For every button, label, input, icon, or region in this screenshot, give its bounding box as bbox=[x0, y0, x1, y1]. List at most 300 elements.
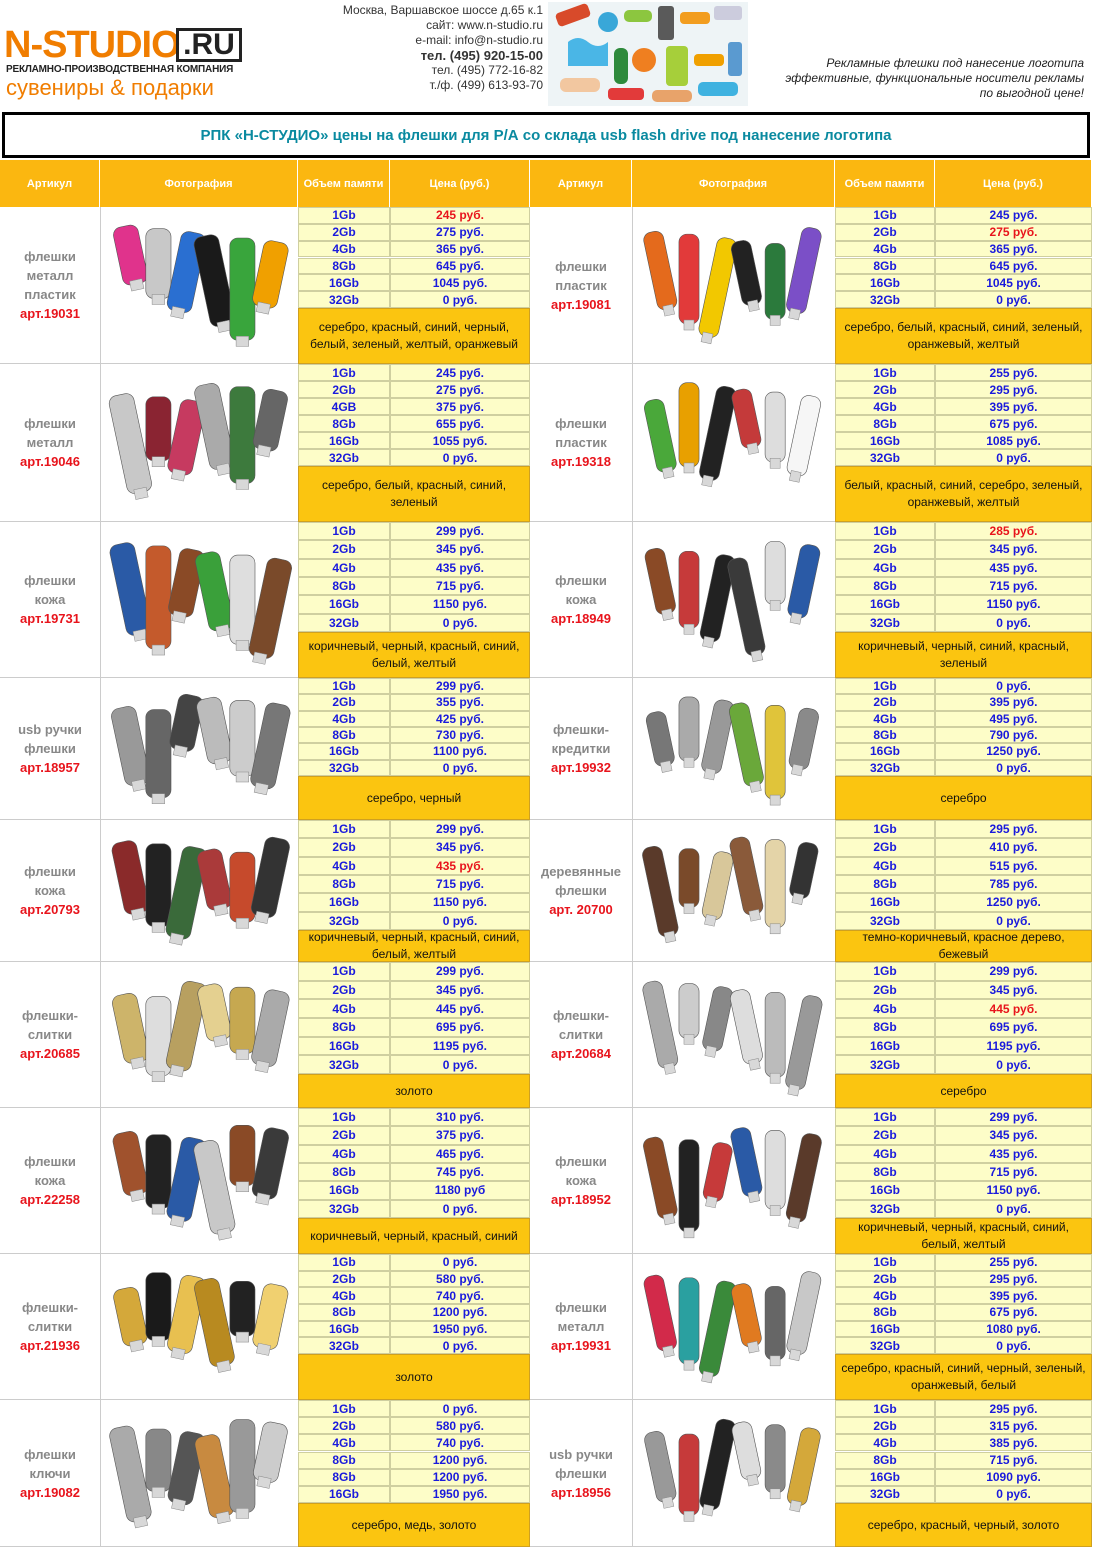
available-colors: коричневый, черный, красный, синий, белый, желтый bbox=[298, 632, 530, 678]
usb-connector-shape bbox=[747, 1474, 759, 1486]
usb-connector-shape bbox=[702, 636, 714, 648]
product-name-line: флешки- bbox=[21, 1300, 79, 1315]
flash-drive-shape bbox=[230, 852, 255, 922]
product-name-line: флешки bbox=[24, 573, 76, 588]
memory-size: 32Gb bbox=[298, 1055, 390, 1074]
price-value: 0 руб. bbox=[935, 760, 1092, 776]
price-value: 355 руб. bbox=[390, 694, 530, 710]
memory-size: 8Gb bbox=[835, 258, 935, 275]
price-value: 295 руб. bbox=[935, 820, 1092, 838]
price-row bbox=[298, 1037, 530, 1056]
price-row bbox=[835, 981, 1092, 1000]
price-value: 395 руб. bbox=[935, 1287, 1092, 1304]
memory-size: 16Gb bbox=[298, 274, 390, 291]
price-row bbox=[298, 1337, 530, 1354]
price-value: 295 руб. bbox=[935, 381, 1092, 398]
price-value: 299 руб. bbox=[935, 962, 1092, 981]
col-header-article: Артикул bbox=[530, 160, 632, 207]
flash-drive-shape bbox=[765, 243, 785, 319]
flash-drive-shape bbox=[146, 1273, 171, 1341]
price-row bbox=[835, 415, 1092, 432]
price-row bbox=[298, 857, 530, 875]
logo-brand: N-STUDIO bbox=[4, 24, 180, 66]
product-photo bbox=[100, 1400, 298, 1547]
price-value: 715 руб. bbox=[935, 1163, 1092, 1181]
memory-size: 4Gb bbox=[298, 711, 390, 727]
product-name-line: металл bbox=[26, 268, 74, 283]
flash-drive-shape bbox=[146, 710, 171, 798]
price-row bbox=[835, 291, 1092, 308]
price-row bbox=[298, 1452, 530, 1469]
memory-size: 32Gb bbox=[298, 1200, 390, 1218]
usb-connector-shape bbox=[236, 479, 249, 489]
header bbox=[0, 0, 1094, 108]
memory-size: 32Gb bbox=[298, 760, 390, 776]
usb-connector-shape bbox=[236, 336, 249, 346]
price-row bbox=[835, 1434, 1092, 1451]
product-name-line: кожа bbox=[565, 592, 597, 607]
price-row bbox=[835, 1304, 1092, 1321]
price-value: 345 руб. bbox=[935, 540, 1092, 558]
promo-image bbox=[548, 2, 748, 106]
product-block bbox=[0, 364, 1094, 522]
price-row bbox=[835, 1254, 1092, 1271]
memory-size: 32Gb bbox=[835, 912, 935, 930]
product-name-cell bbox=[0, 364, 100, 522]
price-value: 0 руб. bbox=[390, 1337, 530, 1354]
usb-connector-shape bbox=[662, 467, 674, 479]
usb-connector-shape bbox=[663, 304, 675, 316]
usb-connector-shape bbox=[684, 624, 694, 634]
price-value: 1200 руб. bbox=[390, 1452, 530, 1469]
price-value: 1045 руб. bbox=[390, 274, 530, 291]
flash-drive-shape bbox=[146, 844, 171, 927]
flash-drive-shape bbox=[230, 387, 255, 484]
memory-size: 32Gb bbox=[298, 1337, 390, 1354]
product-name-line: флешки bbox=[555, 1154, 607, 1169]
memory-size: 16Gb bbox=[298, 743, 390, 759]
product-name-line: флешки bbox=[24, 741, 76, 756]
product-name-line: флешки- bbox=[21, 1008, 79, 1023]
price-row bbox=[298, 364, 530, 381]
flash-drive-shape bbox=[765, 1286, 785, 1359]
usb-connector-shape bbox=[152, 794, 165, 804]
price-value: 715 руб. bbox=[390, 875, 530, 893]
price-value: 0 руб. bbox=[390, 1254, 530, 1271]
slogan-line: эффективные, функциональные носители рекламы bbox=[785, 71, 1084, 85]
price-row bbox=[298, 449, 530, 466]
memory-size: 4Gb bbox=[298, 999, 390, 1018]
flash-drive-shape bbox=[679, 551, 699, 628]
product-name-line: ключи bbox=[29, 1465, 71, 1481]
phone-2: тел. (495) 772-16-82 bbox=[431, 63, 543, 77]
price-value: 1950 руб. bbox=[390, 1321, 530, 1338]
site-link[interactable]: сайт: www.n-studio.ru bbox=[426, 18, 543, 32]
price-value: 435 руб. bbox=[935, 1145, 1092, 1163]
available-colors: золото bbox=[298, 1074, 530, 1108]
memory-size: 1Gb bbox=[835, 678, 935, 694]
memory-size: 4Gb bbox=[835, 559, 935, 577]
memory-size: 16Gb bbox=[298, 595, 390, 613]
available-colors: серебро bbox=[835, 776, 1092, 820]
product-name-line: кредитки bbox=[551, 741, 611, 756]
memory-size: 32Gb bbox=[298, 912, 390, 930]
product-photo bbox=[632, 207, 835, 364]
price-row bbox=[298, 912, 530, 930]
price-value: 0 руб. bbox=[390, 449, 530, 466]
price-value: 655 руб. bbox=[390, 415, 530, 432]
memory-size: 16Gb bbox=[835, 1181, 935, 1199]
price-row bbox=[298, 743, 530, 759]
price-row bbox=[298, 274, 530, 291]
col-header-memory: Объем памяти bbox=[835, 160, 935, 207]
memory-size: 8Gb bbox=[835, 1304, 935, 1321]
price-value: 275 руб. bbox=[390, 224, 530, 241]
price-value: 0 руб. bbox=[935, 1200, 1092, 1218]
price-row bbox=[298, 1126, 530, 1144]
price-value: 1045 руб. bbox=[935, 274, 1092, 291]
article-number: арт.20685 bbox=[20, 1046, 80, 1061]
article-number: арт.20684 bbox=[551, 1046, 611, 1061]
memory-size: 16Gb bbox=[835, 432, 935, 449]
price-value: 580 руб. bbox=[390, 1271, 530, 1288]
flash-drive-shape bbox=[230, 700, 255, 776]
usb-connector-shape bbox=[236, 1049, 249, 1059]
memory-size: 8Gb bbox=[298, 577, 390, 595]
price-row bbox=[835, 820, 1092, 838]
flash-drive-shape bbox=[230, 1420, 255, 1513]
memory-size: 2Gb bbox=[835, 981, 935, 1000]
article-number: арт.18956 bbox=[551, 1484, 611, 1500]
flash-drive-shape bbox=[765, 840, 785, 928]
price-value: 1200 руб. bbox=[390, 1304, 530, 1321]
price-row bbox=[835, 274, 1092, 291]
usb-connector-shape bbox=[770, 924, 780, 934]
price-value: 299 руб. bbox=[390, 962, 530, 981]
memory-size: 1Gb bbox=[298, 364, 390, 381]
memory-size: 16Gb bbox=[835, 893, 935, 911]
product-name-cell bbox=[530, 1400, 632, 1547]
price-row bbox=[298, 614, 530, 632]
memory-size: 16Gb bbox=[298, 1181, 390, 1199]
memory-size: 1Gb bbox=[835, 1400, 935, 1417]
usb-connector-shape bbox=[747, 1341, 759, 1353]
memory-size: 1Gb bbox=[835, 820, 935, 838]
price-value: 375 руб. bbox=[390, 1126, 530, 1144]
memory-size: 32Gb bbox=[298, 614, 390, 632]
usb-connector-shape bbox=[770, 1073, 780, 1083]
usb-connector-shape bbox=[702, 1504, 714, 1516]
product-photo bbox=[100, 1254, 298, 1400]
price-value: 1250 руб. bbox=[935, 743, 1092, 759]
price-row bbox=[835, 1181, 1092, 1199]
price-value: 0 руб. bbox=[935, 449, 1092, 466]
price-row bbox=[835, 381, 1092, 398]
product-name-line: деревянные bbox=[540, 864, 622, 879]
product-name-line: кожа bbox=[34, 883, 66, 898]
price-value: 0 руб. bbox=[935, 1055, 1092, 1074]
slogan-line: Рекламные флешки под нанесение логотипа bbox=[826, 56, 1084, 70]
usb-connector-shape bbox=[684, 904, 694, 914]
product-name-cell bbox=[0, 522, 100, 678]
price-row bbox=[298, 981, 530, 1000]
product-photo bbox=[100, 962, 298, 1108]
usb-connector-shape bbox=[770, 795, 780, 805]
usb-connector-shape bbox=[770, 600, 780, 610]
usb-connector-shape bbox=[789, 1349, 801, 1361]
memory-size: 16Gb bbox=[298, 893, 390, 911]
usb-connector-shape bbox=[236, 1332, 249, 1342]
price-value: 365 руб. bbox=[390, 241, 530, 258]
price-row bbox=[298, 1254, 530, 1271]
product-photo bbox=[100, 522, 298, 678]
memory-size: 1Gb bbox=[298, 207, 390, 224]
product-name-cell bbox=[530, 207, 632, 364]
price-value: 740 руб. bbox=[390, 1287, 530, 1304]
memory-size: 1Gb bbox=[298, 678, 390, 694]
usb-connector-shape bbox=[662, 1345, 674, 1357]
usb-connector-shape bbox=[749, 909, 761, 921]
product-name-cell bbox=[530, 1108, 632, 1254]
flash-drive-shape bbox=[679, 1278, 699, 1364]
memory-size: 4Gb bbox=[835, 1434, 935, 1451]
product-name-line: флешки bbox=[24, 1446, 76, 1462]
price-value: 385 руб. bbox=[935, 1434, 1092, 1451]
memory-size: 1Gb bbox=[298, 1254, 390, 1271]
memory-size: 1Gb bbox=[835, 522, 935, 540]
product-block bbox=[0, 962, 1094, 1108]
price-row bbox=[835, 224, 1092, 241]
usb-connector-shape bbox=[770, 458, 780, 468]
usb-connector-shape bbox=[788, 1084, 800, 1096]
price-value: 345 руб. bbox=[390, 540, 530, 558]
price-value: 580 руб. bbox=[390, 1417, 530, 1434]
memory-size: 16Gb bbox=[298, 432, 390, 449]
price-value: 1100 руб. bbox=[390, 743, 530, 759]
memory-size: 1Gb bbox=[835, 1108, 935, 1126]
price-value: 1195 руб. bbox=[390, 1037, 530, 1056]
price-value: 1150 руб. bbox=[390, 595, 530, 613]
product-name-line: usb ручки bbox=[18, 722, 82, 737]
price-value: 445 руб. bbox=[390, 999, 530, 1018]
usb-connector-shape bbox=[705, 1046, 717, 1058]
available-colors: серебро, красный, черный, золото bbox=[835, 1503, 1092, 1547]
price-value: 375 руб. bbox=[390, 398, 530, 415]
usb-connector-shape bbox=[152, 1487, 165, 1497]
memory-size: 8Gb bbox=[298, 258, 390, 275]
product-photo bbox=[632, 1400, 835, 1547]
price-row bbox=[298, 1469, 530, 1486]
available-colors: серебро, белый, красный, синий, зеленый, оранжевый, желтый bbox=[835, 308, 1092, 364]
price-row bbox=[298, 1417, 530, 1434]
product-name-line: флешки bbox=[24, 249, 76, 264]
memory-size: 2Gb bbox=[835, 381, 935, 398]
price-value: 310 руб. bbox=[390, 1108, 530, 1126]
price-value: 365 руб. bbox=[935, 241, 1092, 258]
usb-connector-shape bbox=[704, 914, 716, 926]
price-value: 0 руб. bbox=[390, 291, 530, 308]
usb-connector-shape bbox=[152, 645, 165, 655]
usb-connector-shape bbox=[684, 320, 694, 330]
memory-size: 4Gb bbox=[835, 1287, 935, 1304]
price-value: 495 руб. bbox=[935, 711, 1092, 727]
usb-connector-shape bbox=[747, 443, 759, 455]
table-header bbox=[0, 160, 1094, 207]
article-number: арт.19932 bbox=[551, 760, 611, 775]
usb-connector-shape bbox=[770, 1206, 780, 1216]
price-value: 245 руб. bbox=[935, 207, 1092, 224]
price-row bbox=[298, 595, 530, 613]
memory-size: 16Gb bbox=[835, 1321, 935, 1338]
article-number: арт. 20700 bbox=[549, 902, 613, 917]
memory-size: 8Gb bbox=[298, 1452, 390, 1469]
price-row bbox=[835, 1271, 1092, 1288]
price-row bbox=[298, 1304, 530, 1321]
memory-size: 1Gb bbox=[298, 820, 390, 838]
memory-size: 16Gb bbox=[835, 743, 935, 759]
price-row bbox=[835, 1108, 1092, 1126]
memory-size: 1Gb bbox=[835, 207, 935, 224]
flash-drive-shape bbox=[765, 392, 785, 462]
price-value: 255 руб. bbox=[935, 364, 1092, 381]
price-value: 245 руб. bbox=[390, 364, 530, 381]
product-name-cell bbox=[530, 820, 632, 962]
product-photo bbox=[632, 962, 835, 1108]
price-value: 275 руб. bbox=[935, 224, 1092, 241]
memory-size: 8Gb bbox=[298, 1304, 390, 1321]
col-header-photo: Фотография bbox=[100, 160, 298, 207]
product-name-line: пластик bbox=[24, 287, 76, 302]
memory-size: 1Gb bbox=[298, 1108, 390, 1126]
price-row bbox=[298, 559, 530, 577]
available-colors: коричневый, черный, синий, красный, зеленый bbox=[835, 632, 1092, 678]
price-value: 0 руб. bbox=[390, 1200, 530, 1218]
price-row bbox=[835, 875, 1092, 893]
logo-subtitle: сувениры & подарки bbox=[6, 75, 214, 100]
price-row bbox=[298, 820, 530, 838]
usb-connector-shape bbox=[790, 612, 802, 624]
product-name-line: флешки bbox=[24, 416, 76, 431]
usb-connector-shape bbox=[236, 640, 249, 650]
usb-connector-shape bbox=[236, 772, 249, 782]
price-value: 0 руб. bbox=[390, 614, 530, 632]
price-value: 1150 руб. bbox=[935, 595, 1092, 613]
product-name-cell bbox=[0, 1254, 100, 1400]
col-header-price: Цена (руб.) bbox=[390, 160, 530, 207]
price-value: 515 руб. bbox=[935, 857, 1092, 875]
price-value: 395 руб. bbox=[935, 694, 1092, 710]
price-row bbox=[298, 381, 530, 398]
product-name-line: флешки- bbox=[552, 1008, 610, 1023]
price-value: 715 руб. bbox=[390, 577, 530, 595]
usb-connector-shape bbox=[664, 1063, 676, 1075]
price-row bbox=[835, 207, 1092, 224]
flash-drive-shape bbox=[146, 397, 171, 461]
article-number: арт.18952 bbox=[551, 1192, 611, 1207]
available-colors: белый, красный, синий, серебро, зеленый, оранжевый, желтый bbox=[835, 466, 1092, 522]
article-number: арт.19031 bbox=[20, 306, 80, 321]
price-row bbox=[835, 258, 1092, 275]
usb-connector-shape bbox=[684, 1228, 694, 1238]
memory-size: 2Gb bbox=[298, 540, 390, 558]
memory-size: 4Gb bbox=[835, 1145, 935, 1163]
usb-connector-shape bbox=[789, 470, 801, 482]
memory-size: 2Gb bbox=[298, 381, 390, 398]
product-photo bbox=[632, 364, 835, 522]
article-number: арт.19318 bbox=[551, 454, 611, 469]
usb-connector-shape bbox=[702, 475, 714, 487]
product-photo bbox=[100, 820, 298, 962]
price-value: 745 руб. bbox=[390, 1163, 530, 1181]
price-value: 0 руб. bbox=[935, 1337, 1092, 1354]
usb-connector-shape bbox=[702, 1371, 714, 1383]
company-logo[interactable] bbox=[4, 26, 244, 100]
available-colors: коричневый, черный, красный, синий bbox=[298, 1218, 530, 1254]
usb-connector-shape bbox=[770, 1489, 780, 1499]
flash-drive-shape bbox=[146, 1135, 171, 1208]
price-value: 0 руб. bbox=[935, 1486, 1092, 1503]
price-row bbox=[835, 1145, 1092, 1163]
price-row bbox=[835, 540, 1092, 558]
flash-drive-shape bbox=[146, 1429, 171, 1491]
price-value: 1055 руб. bbox=[390, 432, 530, 449]
address: Москва, Варшавское шоссе д.65 к.1 bbox=[342, 3, 543, 17]
usb-connector-shape bbox=[791, 764, 803, 776]
price-row bbox=[835, 241, 1092, 258]
product-photo bbox=[632, 1108, 835, 1254]
memory-size: 1Gb bbox=[835, 1254, 935, 1271]
article-number: арт.19082 bbox=[20, 1484, 80, 1500]
flash-drive-shape bbox=[679, 1140, 699, 1232]
product-name-line: слитки bbox=[558, 1027, 604, 1042]
usb-connector-shape bbox=[152, 294, 165, 304]
price-value: 0 руб. bbox=[390, 912, 530, 930]
usb-connector-shape bbox=[152, 1072, 165, 1082]
product-photo bbox=[632, 678, 835, 820]
price-row bbox=[835, 727, 1092, 743]
memory-size: 2Gb bbox=[298, 1126, 390, 1144]
flash-drive-shape bbox=[230, 1281, 255, 1336]
memory-size: 4Gb bbox=[835, 398, 935, 415]
usb-connector-shape bbox=[770, 1356, 780, 1366]
product-name-line: флешки bbox=[24, 1154, 76, 1169]
price-row bbox=[298, 1145, 530, 1163]
memory-size: 16Gb bbox=[835, 595, 935, 613]
col-header-price: Цена (руб.) bbox=[935, 160, 1092, 207]
article-number: арт.19046 bbox=[20, 454, 80, 469]
price-value: 465 руб. bbox=[390, 1145, 530, 1163]
product-name-cell bbox=[530, 364, 632, 522]
available-colors: золото bbox=[298, 1354, 530, 1400]
price-row bbox=[298, 1321, 530, 1338]
price-row bbox=[298, 760, 530, 776]
memory-size: 4Gb bbox=[835, 857, 935, 875]
product-photo bbox=[100, 364, 298, 522]
price-value: 715 руб. bbox=[935, 577, 1092, 595]
price-value: 275 руб. bbox=[390, 381, 530, 398]
product-name-cell bbox=[530, 678, 632, 820]
product-block bbox=[0, 1108, 1094, 1254]
price-row bbox=[835, 398, 1092, 415]
product-name-cell bbox=[530, 962, 632, 1108]
price-value: 695 руб. bbox=[390, 1018, 530, 1037]
price-row bbox=[298, 415, 530, 432]
flash-drive-shape bbox=[679, 234, 699, 324]
email-link[interactable]: e-mail: info@n-studio.ru bbox=[415, 33, 543, 47]
price-value: 675 руб. bbox=[935, 1304, 1092, 1321]
usb-connector-shape bbox=[684, 757, 694, 767]
page-title: РПК «Н-СТУДИО» цены на флешки для Р/А со склада usb flash drive под нанесение логотипа bbox=[2, 112, 1090, 158]
